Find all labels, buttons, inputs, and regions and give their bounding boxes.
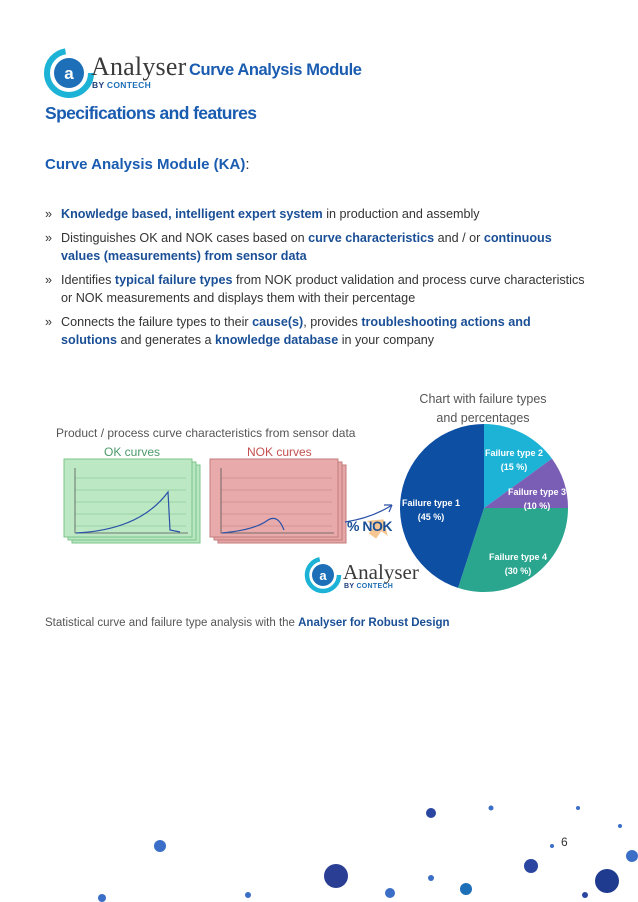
curve-panel-title: Product / process curve characteristics from sensor data xyxy=(56,426,356,440)
logo-byline-small: BY CONTECH xyxy=(344,583,394,590)
module-title: Curve Analysis Module xyxy=(189,61,362,79)
svg-text:a: a xyxy=(64,64,74,83)
svg-text:a: a xyxy=(319,568,327,583)
pie-label-failure-type-1: Failure type 1 (45 %) xyxy=(401,498,461,522)
ok-curves-label: OK curves xyxy=(104,445,161,459)
subsection-title: Curve Analysis Module (KA): xyxy=(45,156,250,173)
list-item: » Distinguishes OK and NOK cases based on curve characteristics and / or continuous values (measurements) from sensor data xyxy=(45,231,552,263)
pie-label-failure-type-3: Failure type 3 (10 %) xyxy=(507,487,567,511)
figure-caption: Statistical curve and failure type analysis with the Analyser for Robust Design xyxy=(45,617,450,629)
nok-curves-label: NOK curves xyxy=(247,445,312,459)
logo-byline: BY CONTECH xyxy=(92,80,152,90)
nok-percent-label: % NOK xyxy=(347,518,392,534)
pie-label-failure-type-4: Failure type 4 (30 %) xyxy=(488,552,548,576)
list-item: » Connects the failure types to their cause(s), provides troubleshooting actions and solutions and generates a knowledge database in your company xyxy=(45,315,531,347)
nok-curves-panel xyxy=(210,459,346,543)
chart-title: Chart with failure types and percentages xyxy=(419,392,547,425)
page-number: 6 xyxy=(561,835,568,849)
logo-wordmark: Analyser xyxy=(91,52,187,81)
analyser-logo-small-icon xyxy=(307,559,339,591)
list-item: » Knowledge based, intelligent expert system in production and assembly xyxy=(45,207,480,221)
section-title: Specifications and features xyxy=(45,103,257,123)
ok-curves-panel xyxy=(64,459,200,543)
list-item: » Identifies typical failure types from NOK product validation and process curve characteristics or NOK measurements and displays them with their percentage xyxy=(45,273,585,305)
decorative-dots xyxy=(98,806,638,902)
pie-label-failure-type-2: Failure type 2 (15 %) xyxy=(484,448,544,472)
logo-wordmark-small: Analyser xyxy=(343,560,419,584)
